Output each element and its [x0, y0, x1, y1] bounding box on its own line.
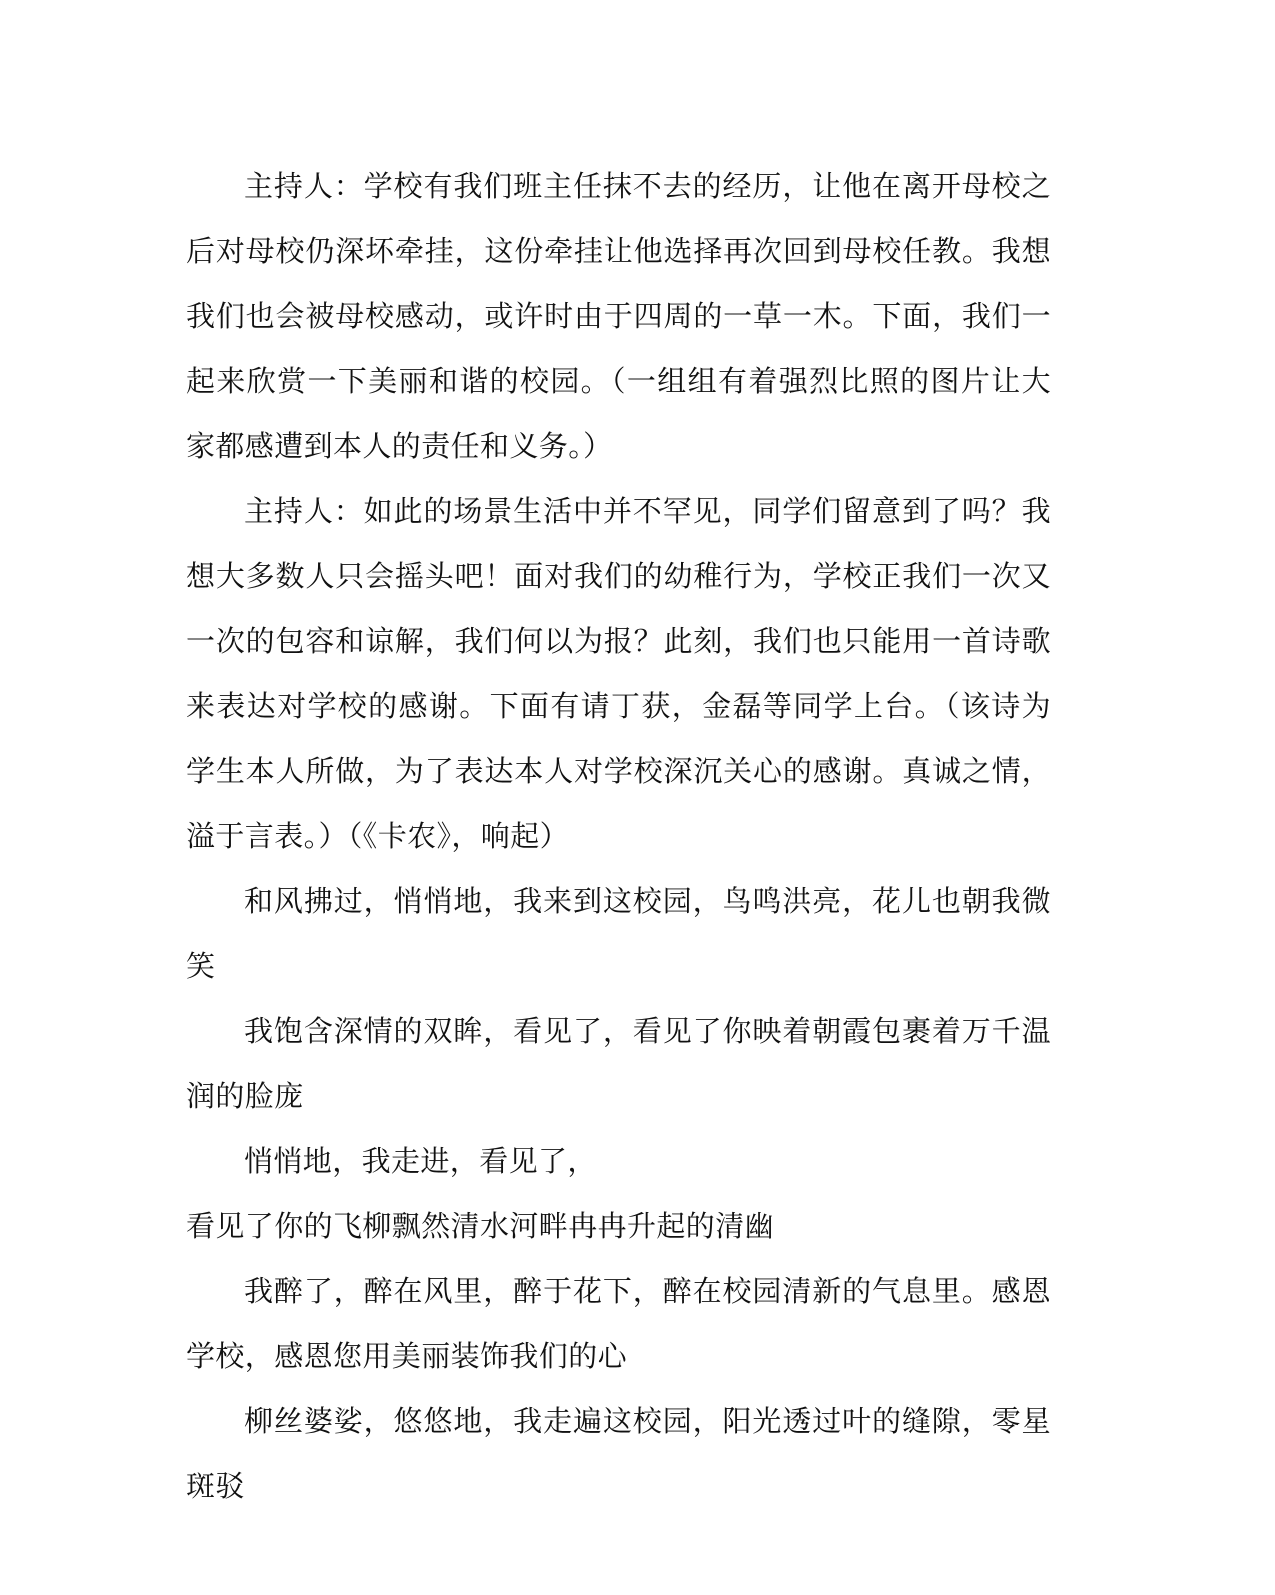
- poem-line: 我饱含深情的双眸，看见了，看见了你映着朝霞包裹着万千温润的脸庞: [186, 1014, 1051, 1113]
- poem-line: 我醉了，醉在风里，醉于花下，醉在校园清新的气息里。感恩学校，感恩您用美丽装饰我们的心: [186, 1274, 1051, 1373]
- paragraph-host-poem-intro: 主持人：如此的场景生活中并不罕见，同学们留意到了吗？我想大多数人只会摇头吧！面对我们的幼稚行为，学校正我们一次又一次的包容和谅解，我们何以为报？此刻，我们也只能用一首诗歌来表达对学校的感谢。下面有请丁获，金磊等同学上台。（该诗为学生本人所做，为了表达本人对学校深沉关心的感谢。真诚之情，溢于言表。）（《卡农》，响起）: [186, 494, 1051, 853]
- paragraph-host-intro: 主持人：学校有我们班主任抹不去的经历，让他在离开母校之后对母校仍深坏牵挂，这份牵挂让他选择再次回到母校任教。我想我们也会被母校感动，或许时由于四周的一草一木。下面，我们一起来欣赏一下美丽和谐的校园。（一组组有着强烈比照的图片让大家都感遭到本人的责任和义务。）: [186, 169, 1051, 463]
- poem-line: 悄悄地，我走进，看见了，: [244, 1144, 597, 1178]
- document-body: [186, 154, 1051, 1519]
- poem-line: 柳丝婆娑，悠悠地，我走遍这校园，阳光透过叶的缝隙，零星斑驳: [186, 1404, 1051, 1503]
- poem-line: 看见了你的飞柳飘然清水河畔冉冉升起的清幽: [186, 1209, 775, 1243]
- poem-line: 和风拂过，悄悄地，我来到这校园，鸟鸣洪亮，花儿也朝我微笑: [186, 884, 1051, 983]
